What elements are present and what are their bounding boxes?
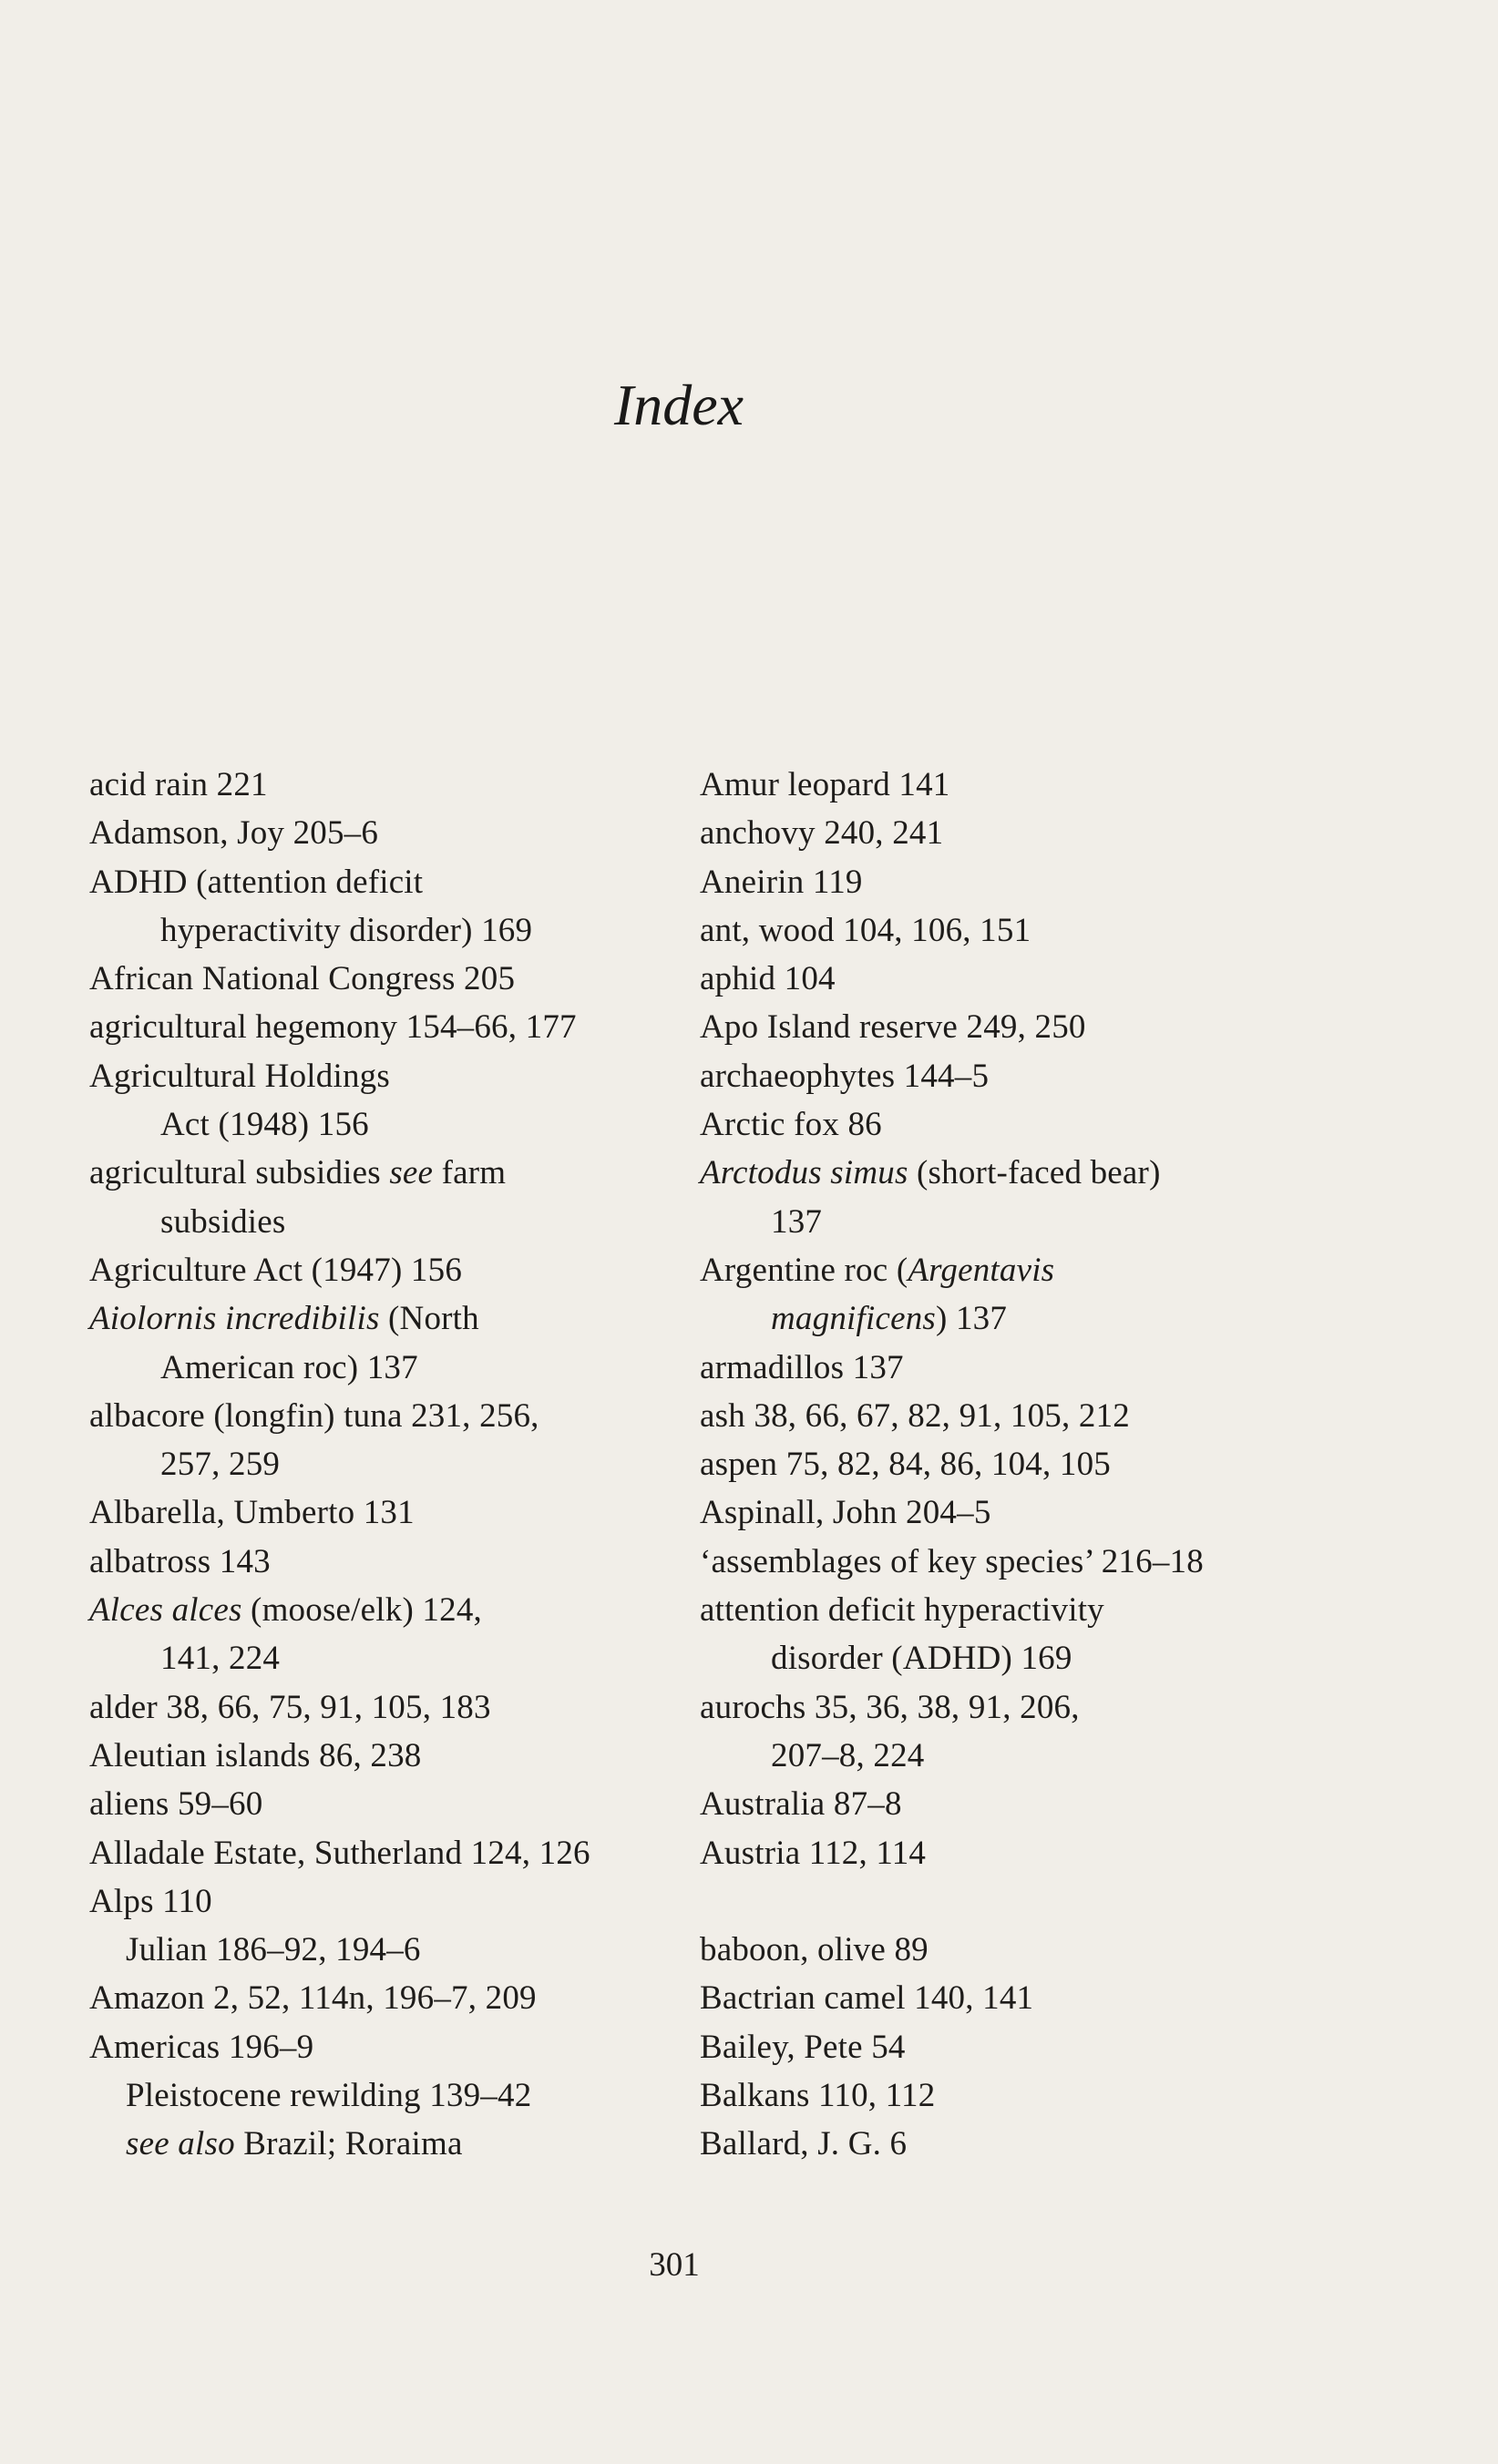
- index-entry: ant, wood 104, 106, 151: [700, 911, 1031, 949]
- index-entry: aspen 75, 82, 84, 86, 104, 105: [700, 1446, 1111, 1484]
- index-entry: Amur leopard 141: [700, 766, 950, 803]
- index-entry: baboon, olive 89: [700, 1931, 929, 1969]
- index-entry: ash 38, 66, 67, 82, 91, 105, 212: [700, 1396, 1130, 1435]
- index-entry: Agriculture Act (1947) 156: [89, 1251, 463, 1289]
- index-entry: albacore (longfin) tuna 231, 256,: [89, 1396, 539, 1435]
- index-subline: 257, 259: [160, 1446, 281, 1484]
- italic-term: Alces alces: [89, 1591, 242, 1630]
- index-entry: [700, 1149, 1283, 1197]
- index-entry: Albarella, Umberto 131: [89, 1494, 415, 1532]
- entry-text: farm: [433, 1154, 507, 1192]
- entry-text: (short-faced bear): [908, 1154, 1161, 1192]
- index-entry: Balkans 110, 112: [700, 2077, 936, 2115]
- index-entry: Americas 196–9: [89, 2028, 314, 2066]
- index-subline: 141, 224: [160, 1640, 281, 1678]
- index-entry: Aneirin 119: [700, 863, 863, 901]
- italic-term: magnificens: [771, 1300, 937, 1338]
- index-entry: acid rain 221: [89, 766, 268, 803]
- index-letter-gap: [700, 1877, 1283, 1926]
- italic-term: Arctodus simus: [700, 1154, 908, 1192]
- index-entry: Arctic fox 86: [700, 1106, 882, 1144]
- index-subline: hyperactivity disorder) 169: [160, 911, 533, 949]
- entry-text: agricultural subsidies: [89, 1154, 390, 1192]
- index-entry: Aspinall, John 204–5: [700, 1494, 991, 1532]
- index-entry: aurochs 35, 36, 38, 91, 206,: [700, 1688, 1080, 1726]
- index-entry: ADHD (attention deficit: [89, 863, 424, 901]
- index-entry: archaeophytes 144–5: [700, 1057, 990, 1095]
- entry-text: Brazil; Roraima: [234, 2125, 463, 2163]
- index-subline: 137: [771, 1202, 823, 1241]
- index-entry: Bailey, Pete 54: [700, 2028, 906, 2066]
- page-number: 301: [649, 2246, 700, 2284]
- index-subline: 207–8, 224: [771, 1736, 925, 1774]
- entry-text: (North: [379, 1300, 479, 1338]
- index-entry: ‘assemblages of key species’ 216–18: [700, 1542, 1204, 1580]
- index-entry: Bactrian camel 140, 141: [700, 1979, 1034, 2018]
- italic-term: see: [389, 1154, 434, 1192]
- index-entry: alder 38, 66, 75, 91, 105, 183: [89, 1688, 491, 1726]
- index-subline: Act (1948) 156: [160, 1106, 369, 1144]
- index-entry: Austria 112, 114: [700, 1834, 927, 1872]
- index-entry: Australia 87–8: [700, 1785, 902, 1824]
- entry-text: Argentine roc (: [700, 1251, 908, 1289]
- index-entry: [89, 1294, 672, 1343]
- index-entry: aliens 59–60: [89, 1785, 263, 1824]
- index-entry: albatross 143: [89, 1542, 271, 1580]
- index-column-right: [700, 761, 1283, 2169]
- entry-text: ) 137: [936, 1300, 1008, 1338]
- index-column-left: [89, 761, 672, 2169]
- index-entry: Aleutian islands 86, 238: [89, 1736, 422, 1774]
- index-subline: [700, 1294, 1283, 1343]
- index-subline: Julian 186–92, 194–6: [126, 1931, 421, 1969]
- index-entry: [89, 1586, 672, 1634]
- index-entry: attention deficit hyperactivity: [700, 1591, 1104, 1630]
- page-title: Index: [613, 373, 744, 437]
- index-entry: anchovy 240, 241: [700, 814, 944, 853]
- index-entry: armadillos 137: [700, 1348, 904, 1386]
- index-entry: Alladale Estate, Sutherland 124, 126: [89, 1834, 590, 1872]
- index-subline: [89, 2120, 672, 2168]
- index-subline: subsidies: [160, 1202, 286, 1241]
- index-subline: American roc) 137: [160, 1348, 418, 1386]
- index-entry: Adamson, Joy 205–6: [89, 814, 379, 853]
- index-subline: disorder (ADHD) 169: [771, 1640, 1072, 1678]
- index-entry: aphid 104: [700, 960, 836, 998]
- index-entry: Apo Island reserve 249, 250: [700, 1008, 1086, 1047]
- italic-term: see also: [126, 2125, 235, 2163]
- italic-term: Aiolornis incredibilis: [89, 1300, 380, 1338]
- index-entry: Alps 110: [89, 1882, 212, 1920]
- index-entry: African National Congress 205: [89, 960, 516, 998]
- index-entry: Agricultural Holdings: [89, 1057, 390, 1095]
- index-entry: agricultural hegemony 154–66, 177: [89, 1008, 577, 1047]
- index-entry: Amazon 2, 52, 114n, 196–7, 209: [89, 1979, 537, 2018]
- index-entry: Ballard, J. G. 6: [700, 2125, 908, 2163]
- entry-text: (moose/elk) 124,: [241, 1591, 482, 1630]
- index-entry: [89, 1149, 672, 1197]
- index-subline: Pleistocene rewilding 139–42: [126, 2077, 532, 2115]
- index-entry: [700, 1246, 1283, 1294]
- italic-term: Argentavis: [908, 1251, 1055, 1289]
